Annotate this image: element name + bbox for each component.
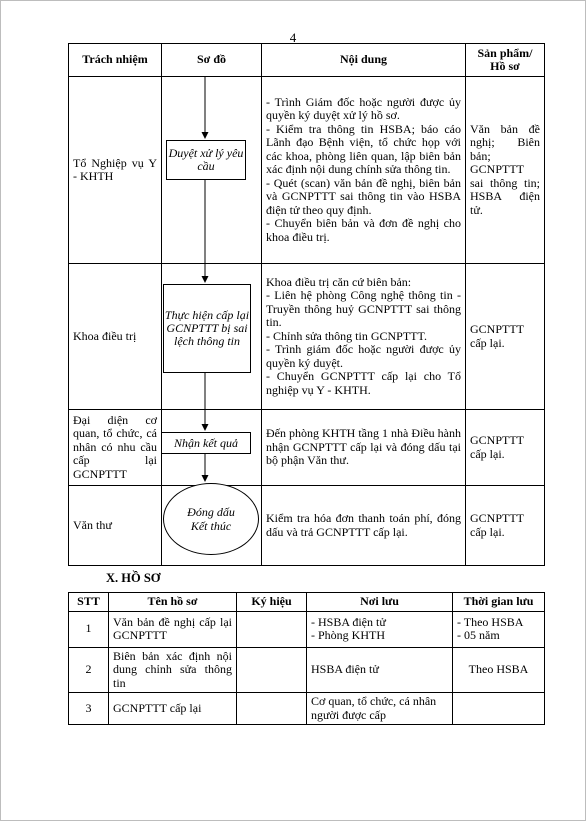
responsibility-cell: Khoa điều trị bbox=[69, 264, 162, 410]
header-code: Ký hiệu bbox=[237, 593, 307, 612]
place-cell: HSBA điện tử bbox=[307, 647, 453, 693]
process-table bbox=[68, 43, 545, 566]
product-cell: GCNPTTT cấp lại. bbox=[466, 486, 545, 566]
place-cell: - HSBA điện tử - Phòng KHTH bbox=[307, 611, 453, 647]
table-row bbox=[69, 410, 545, 486]
table-row bbox=[69, 486, 545, 566]
content-cell: Khoa điều trị căn cứ biên bản: - Liên hệ phòng Công nghệ thông tin - Truyền thông huỷ GCNPTTT sai thông tin. - Chỉnh sửa thông tin GCNPTTT. - Trình giám đốc hoặc người được ủy quyền ký duyệt. - Chuyển GCNPTTT cấp lại cho Tổ nghiệp vụ Y - KHTH. bbox=[262, 264, 466, 410]
section-title: X. HỒ SƠ bbox=[106, 571, 161, 585]
code-cell bbox=[237, 693, 307, 725]
header-content: Nội dung bbox=[262, 44, 466, 77]
time-cell bbox=[453, 693, 545, 725]
header-place: Nơi lưu bbox=[307, 593, 453, 612]
product-cell: GCNPTTT cấp lại. bbox=[466, 264, 545, 410]
time-cell: - Theo HSBA - 05 năm bbox=[453, 611, 545, 647]
header-product: Sản phẩm/ Hồ sơ bbox=[466, 44, 545, 77]
stt-cell: 2 bbox=[69, 647, 109, 693]
content-cell: Đến phòng KHTH tầng 1 nhà Điều hành nhận GCNPTTT cấp lại và đóng dấu tại bộ phận Văn thư. bbox=[262, 410, 466, 486]
header-time: Thời gian lưu bbox=[453, 593, 545, 612]
product-cell: Văn bản đề nghị; Biên bản; GCNPTTT sai thông tin; HSBA điện tử. bbox=[466, 77, 545, 264]
table-row bbox=[69, 647, 545, 693]
end-oval: Đóng dấu Kết thúc bbox=[163, 483, 259, 555]
stt-cell: 3 bbox=[69, 693, 109, 725]
page-number: 4 bbox=[289, 30, 297, 45]
code-cell bbox=[237, 611, 307, 647]
table-row bbox=[69, 264, 545, 410]
step-receive-box: Nhận kết quả bbox=[161, 432, 251, 454]
name-cell: GCNPTTT cấp lại bbox=[109, 693, 237, 725]
records-table bbox=[68, 592, 545, 725]
table-row bbox=[69, 693, 545, 725]
header-name: Tên hồ sơ bbox=[109, 593, 237, 612]
content-cell: - Trình Giám đốc hoặc người được ủy quyền ký duyệt xử lý hồ sơ. - Kiểm tra thông tin HSBA; báo cáo Lãnh đạo Bệnh viện, tổ chức họp với các khoa, phòng liên quan, lập biên bản xác định nội dung chính sửa thông tin. - Quét (scan) văn bản đề nghị, biên bản và GCNPTTT sai thông tin vào HSBA điện tử theo quy định. - Chuyển biên bản và đơn đề nghị cho khoa điều trị. bbox=[262, 77, 466, 264]
place-cell: Cơ quan, tổ chức, cá nhân người được cấp bbox=[307, 693, 453, 725]
stt-cell: 1 bbox=[69, 611, 109, 647]
responsibility-cell: Tổ Nghiệp vụ Y - KHTH bbox=[69, 77, 162, 264]
header-stt: STT bbox=[69, 593, 109, 612]
time-cell: Theo HSBA bbox=[453, 647, 545, 693]
responsibility-cell: Văn thư bbox=[69, 486, 162, 566]
step-reissue-box: Thực hiện cấp lại GCNPTTT bị sai lệch thông tin bbox=[163, 284, 251, 373]
name-cell: Biên bản xác định nội dung chỉnh sửa thông tin bbox=[109, 647, 237, 693]
code-cell bbox=[237, 647, 307, 693]
header-responsibility: Trách nhiệm bbox=[69, 44, 162, 77]
name-cell: Văn bản đề nghị cấp lại GCNPTTT bbox=[109, 611, 237, 647]
responsibility-cell: Đại diện cơ quan, tổ chức, cá nhân có nhu cầu cấp lại GCNPTTT bbox=[69, 410, 162, 486]
product-cell: GCNPTTT cấp lại. bbox=[466, 410, 545, 486]
content-cell: Kiểm tra hóa đơn thanh toán phí, đóng dấu và trả GCNPTTT cấp lại. bbox=[262, 486, 466, 566]
step-approve-box: Duyệt xử lý yêu cầu bbox=[166, 140, 246, 180]
table-row bbox=[69, 611, 545, 647]
header-diagram: Sơ đồ bbox=[162, 44, 262, 77]
flowchart bbox=[149, 76, 269, 569]
table-row bbox=[69, 77, 545, 264]
